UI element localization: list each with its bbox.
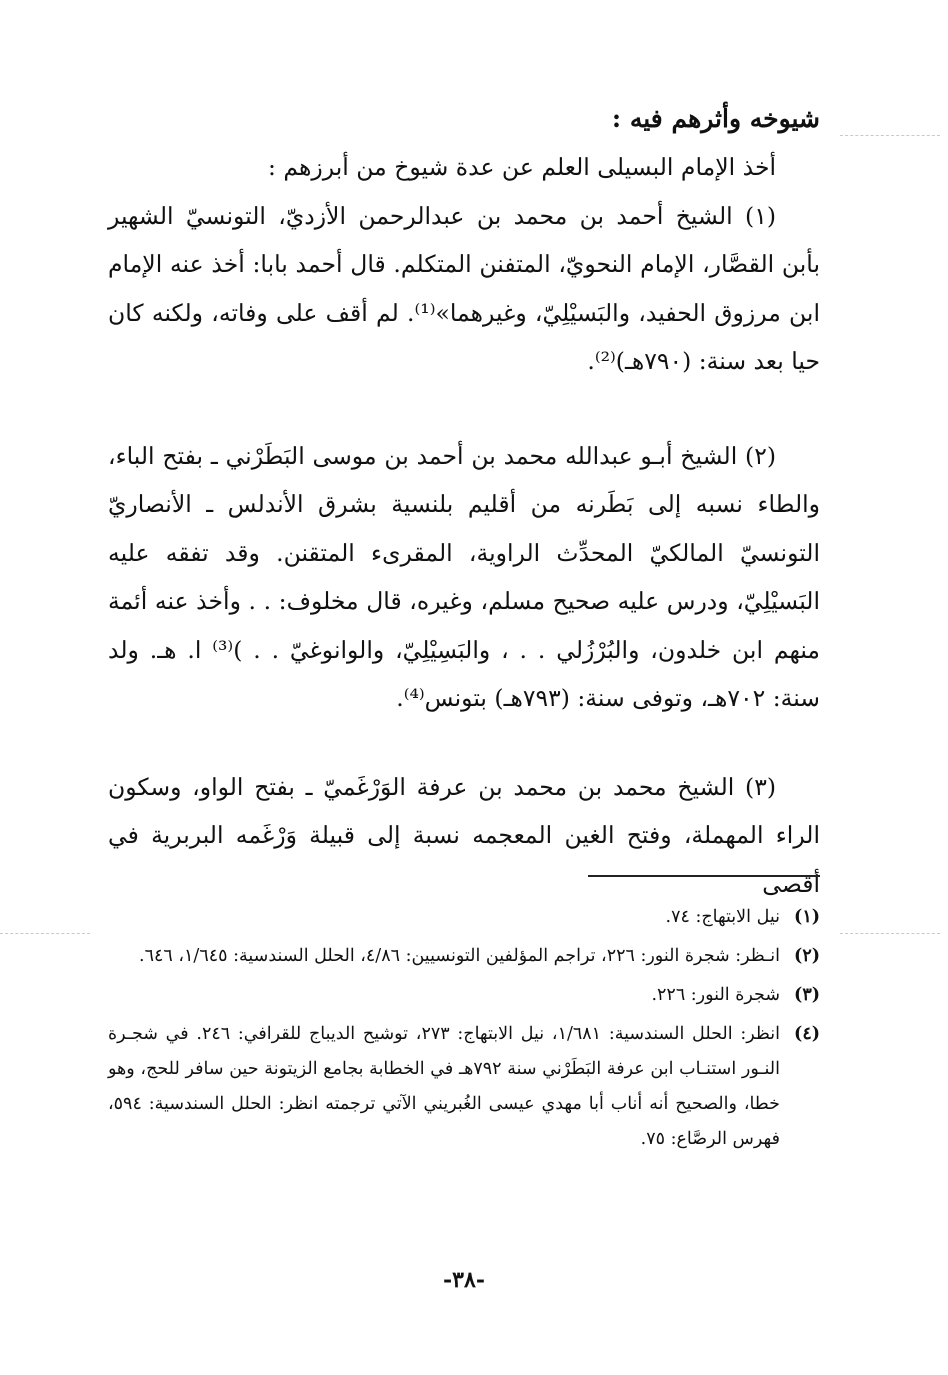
footnote-number: (١): [794, 907, 820, 927]
footnote-number: (٢): [794, 946, 820, 966]
spacer: [108, 386, 820, 432]
margin-mark: [0, 933, 90, 934]
intro-paragraph: أخذ الإمام البسيلى العلم عن عدة شيوخ من أبرزهم :: [268, 153, 776, 181]
footnote-2: [108, 939, 820, 974]
margin-mark: [840, 933, 940, 934]
entry-3: (٣) الشيخ محمد بن محمد بن عرفة الوَرْغَميّ ـ بفتح الواو، وسكون الراء المهملة، وفتح الغين المعجمه نسبة إلى قبيلة وَرْغَمه البربرية في أقصى: [108, 772, 820, 898]
footnote-number: (٤): [794, 1024, 820, 1044]
spacer: [108, 723, 820, 763]
margin-mark: [840, 135, 940, 136]
footnotes: [108, 900, 820, 1161]
section-heading: شيوخه وأثرهم فيه :: [611, 104, 820, 133]
footnote-text: انـظر: شجرة النور: ٢٢٦، تراجم المؤلفين التونسيين: ٤/٨٦، الحلل السندسية: ١/٦٤٥، ٦٤٦.: [139, 946, 780, 966]
footnote-number: (٣): [794, 985, 820, 1005]
footnote-text: نيل الابتهاج: ٧٤.: [665, 907, 780, 927]
entry-1: (١) الشيخ أحمد بن محمد بن عبدالرحمن الأزديّ، التونسيّ الشهير بأبن القصَّار، الإمام النحويّ، المتفنن المتكلم. قال أحمد بابا: أخذ عنه الإمام ابن مرزوق الحفيد، والبَسيْلِيّ، وغيرهما»⁽¹⁾. لم أقف على وفاته، ولكنه كان حيا بعد سنة: (٧٩٠هـ)⁽²⁾.: [108, 201, 820, 375]
footnote-1: [108, 900, 820, 935]
footnote-rule: [588, 875, 820, 877]
footnote-4: [108, 1017, 820, 1157]
entry-2: (٢) الشيخ أبـو عبدالله محمد بن أحمد بن موسى البَطَرْني ـ بفتح الباء، والطاء نسبه إلى بَطَرنه من أقليم بلنسية بشرق الأندلس ـ الأنصاريّ التونسيّ المالكيّ المحدِّث الراوية، المقرىء المتقنن. وقد تفقه عليه البَسيْلِيّ، ودرس عليه صحيح مسلم، وغيره، قال مخلوف: . . وأخذ عنه أئمة منهم ابن خلدون، والبُرْزُلي . . ، والبَسِيْلِيّ، والوانوغيّ . . )⁽³⁾ ا. هـ. ولد سنة: ٧٠٢هـ، وتوفى سنة: (٧٩٣هـ) بتونس⁽⁴⁾.: [108, 441, 820, 712]
footnote-text: انظر: الحلل السندسية: ١/٦٨١، نيل الابتهاج: ٢٧٣، توشيح الديباج للقرافي: ٢٤٦. في شجـرة النـور استنـاب ابن عرفة البَطَرْني سنة ٧٩٢هـ في الخطابة بجامع الزيتونة حين سافر للحج، وهو خطا، والصحيح أنه أناب أبا مهدي عيسى الغُبريني الآتي ترجمته انظر: الحلل السندسية: ٥٩٤، فهرس الرصَّاع: ٧٥.: [108, 1024, 780, 1149]
page-number: -٣٨-: [443, 1267, 485, 1293]
footnote-text: شجرة النور: ٢٢٦.: [651, 985, 780, 1005]
footnote-3: [108, 978, 820, 1013]
page-content: [108, 95, 820, 1335]
